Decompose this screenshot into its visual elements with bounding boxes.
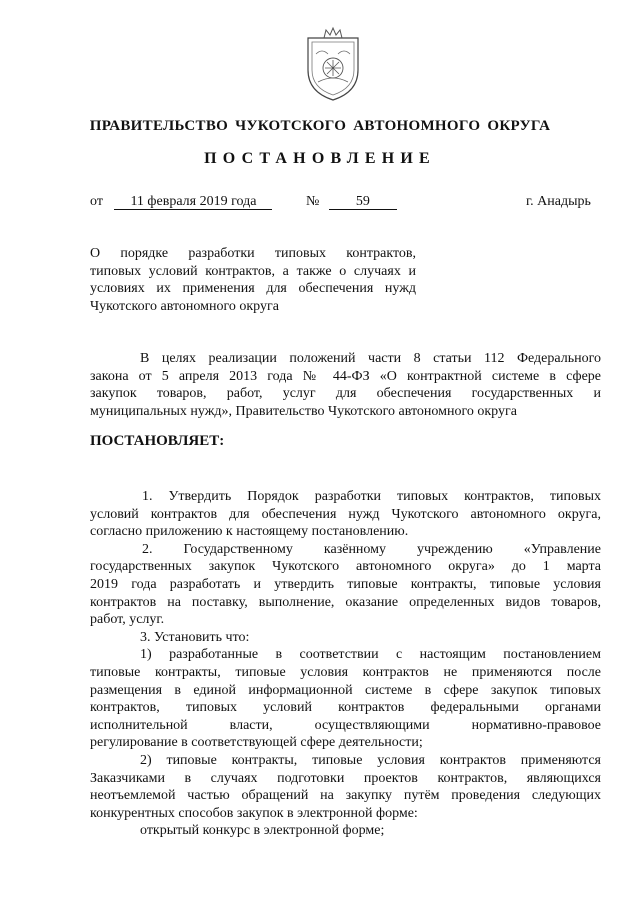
subject-line: типовых условий контрактов, а также о случаях и xyxy=(90,263,416,279)
item-line: размещения в единой информационной системе в сфере закупок типовых xyxy=(90,682,601,698)
item-line: конкурентных способов закупок в электронной форме: xyxy=(90,805,418,821)
government-name: ПРАВИТЕЛЬСТВО ЧУКОТСКОГО АВТОНОМНОГО ОКРУГА xyxy=(89,118,551,134)
item-line: контрактов, типовых условий контрактов федеральными органами xyxy=(90,700,601,716)
item-line: 1) разработанные в соответствии с настоящим постановлением xyxy=(140,647,601,663)
item-line: 2019 года разработать и утвердить типовые контракты, типовые условия xyxy=(90,576,601,592)
city: г. Анадырь xyxy=(526,194,591,209)
number-label: № xyxy=(306,194,320,209)
item-line: регулирование в соответствующей сфере деятельности; xyxy=(90,735,423,751)
item-line: условий контрактов для обеспечения нужд Чукотского автономного округа, xyxy=(90,506,601,522)
item-line: неотъемлемой частью обращений на закупку путём проведения следующих xyxy=(90,788,601,804)
decree-items xyxy=(90,488,601,840)
document-type: ПОСТАНОВЛЕНИЕ xyxy=(204,150,436,167)
item-line: типовые контракты, типовые условия контрактов не применяются после xyxy=(90,664,601,680)
preamble xyxy=(90,350,601,420)
coat-of-arms-icon xyxy=(302,24,364,104)
preamble-line: закупок товаров, работ, услуг для обеспечения государственных и xyxy=(90,386,601,402)
item-line: 3. Установить что: xyxy=(140,629,250,645)
subject-line: Чукотского автономного округа xyxy=(90,298,279,314)
date-field xyxy=(90,194,272,210)
decree-word: ПОСТАНОВЛЯЕТ: xyxy=(90,433,225,449)
preamble-line: закона от 5 апреля 2013 года № 44-ФЗ «О контрактной системе в сфере xyxy=(90,368,601,384)
subject-line: О порядке разработки типовых контрактов, xyxy=(90,246,416,261)
document-number: 59 xyxy=(329,195,397,210)
item-line: согласно приложению к настоящему постановлению. xyxy=(90,524,409,540)
item-line: работ, услуг. xyxy=(90,612,165,628)
document-subject xyxy=(90,245,416,315)
item-line: контрактов на поставку, выполнение, оказание определенных видов товаров, xyxy=(90,594,601,610)
preamble-line: В целях реализации положений части 8 статьи 112 Федерального xyxy=(140,351,601,366)
item-line: 2. Государственному казённому учреждению «Управление xyxy=(142,541,601,557)
subject-line: условиях их применения для обеспечения нужд xyxy=(90,281,416,296)
preamble-line: муниципальных нужд», Правительство Чукотского автономного округа xyxy=(90,403,517,419)
item-line: 2) типовые контракты, типовые условия контрактов применяются xyxy=(140,752,601,768)
item-line: исполнительной власти, осуществляющими нормативно-правовое xyxy=(90,717,601,733)
number-field xyxy=(306,194,397,210)
item-line: государственных закупок Чукотского автономного округа» до 1 марта xyxy=(90,559,601,575)
item-line: 1. Утвердить Порядок разработки типовых контрактов, типовых xyxy=(142,489,601,504)
item-line: открытый конкурс в электронной форме; xyxy=(140,823,385,839)
from-label: от xyxy=(90,194,103,209)
document-date: 11 февраля 2019 года xyxy=(114,195,272,210)
item-line: Заказчиками в случаях подготовки проектов контрактов, являющихся xyxy=(90,770,601,786)
